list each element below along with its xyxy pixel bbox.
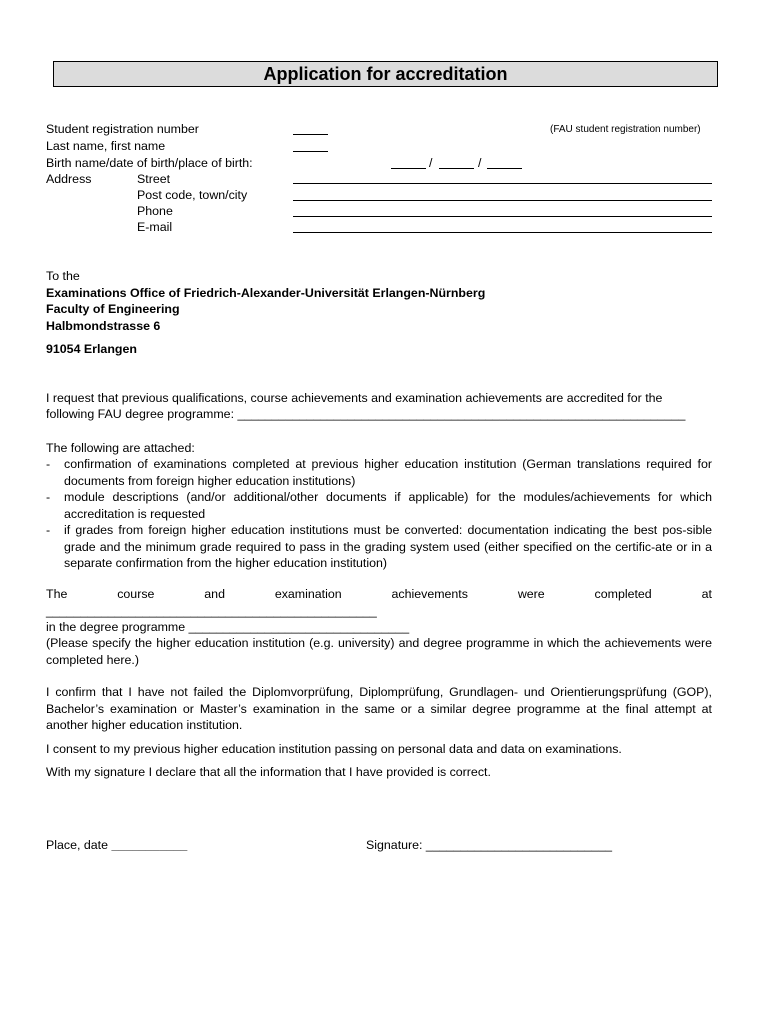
recipient-faculty: Faculty of Engineering xyxy=(46,302,180,316)
attached-heading: The following are attached: xyxy=(46,441,195,455)
page-title: Application for accreditation xyxy=(53,61,718,87)
birth-separator: / xyxy=(478,156,482,170)
street-label: Street xyxy=(137,172,171,186)
birth-place-field[interactable] xyxy=(487,168,522,169)
completed-word: The xyxy=(46,587,68,601)
birth-label: Birth name/date of birth/place of birth: xyxy=(46,156,253,170)
list-item-text: if grades from foreign higher education institutions must be converted: documentation indicating the best pos-sible grade and the minimum grade required to pass in the grading system used (either specified on the certific-ate or in a separate confirmation from the higher education institution) xyxy=(64,523,712,570)
student-reg-hint: (FAU student registration number) xyxy=(550,124,701,135)
recipient-office: Examinations Office of Friedrich-Alexander-Universität Erlangen-Nürnberg xyxy=(46,286,486,300)
signature-line[interactable]: Signature: ___________________________ xyxy=(366,838,612,852)
student-reg-label: Student registration number xyxy=(46,122,199,136)
list-item-text: module descriptions (and/or additional/other documents if applicable) for the modules/achievements for which accreditation is requested xyxy=(64,490,712,521)
street-field[interactable] xyxy=(293,183,712,184)
request-line-2[interactable]: following FAU degree programme: _________________________________________________________________ xyxy=(46,407,686,421)
birth-name-field[interactable] xyxy=(391,168,426,169)
address-label: Address xyxy=(46,172,92,186)
completed-word: and xyxy=(204,587,225,601)
recipient-to: To the xyxy=(46,269,80,283)
place-date-field[interactable]: ___________ xyxy=(111,838,188,852)
place-date-text: Place, date xyxy=(46,838,108,852)
name-label: Last name, first name xyxy=(46,139,166,153)
place-date-label xyxy=(46,837,187,853)
attached-list xyxy=(46,456,712,572)
postcode-field[interactable] xyxy=(293,200,712,201)
completed-word: completed xyxy=(594,587,652,601)
phone-field[interactable] xyxy=(293,216,712,217)
request-line-1 xyxy=(46,390,712,406)
declare-paragraph: With my signature I declare that all the information that I have provided is correct. xyxy=(46,765,491,779)
student-reg-field[interactable] xyxy=(293,134,328,135)
email-label: E-mail xyxy=(137,220,173,234)
consent-paragraph: I consent to my previous higher education institution passing on personal data and data on examinations. xyxy=(46,742,622,756)
birth-date-field[interactable] xyxy=(439,168,474,169)
completed-line xyxy=(46,586,712,602)
completed-word: achievements xyxy=(391,587,468,601)
phone-label: Phone xyxy=(137,204,173,218)
confirm-paragraph: I confirm that I have not failed the Diplomvorprüfung, Diplomprüfung, Grundlagen- und Orientierungsprüfung (GOP), Bachelor’s examination or Master’s examination in the same or a similar degree programme at the final attempt at another higher education institution. xyxy=(46,685,712,732)
list-item-text: confirmation of examinations completed at previous higher education institution (German translations required for documents from foreign higher education institutions) xyxy=(64,457,712,488)
list-dash: - xyxy=(46,523,51,537)
email-field[interactable] xyxy=(293,232,712,233)
institution-blank[interactable]: ________________________________________________ xyxy=(46,604,377,618)
name-field[interactable] xyxy=(293,151,328,152)
completed-word: course xyxy=(117,587,155,601)
completed-note: (Please specify the higher education institution (e.g. university) and degree programme in which the achievements were completed here.) xyxy=(46,636,712,667)
list-item xyxy=(46,456,712,489)
list-item xyxy=(46,522,712,572)
completed-word: were xyxy=(517,587,545,601)
birth-separator: / xyxy=(429,156,433,170)
list-item xyxy=(46,489,712,522)
request-text: I request that previous qualifications, course achievements and examination achievements are accredited for the xyxy=(46,391,663,405)
postcode-label: Post code, town/city xyxy=(137,188,248,202)
completed-word: at xyxy=(701,587,712,601)
list-dash: - xyxy=(46,490,51,504)
recipient-city: 91054 Erlangen xyxy=(46,342,137,356)
degree-programme-line[interactable]: in the degree programme ________________________________ xyxy=(46,620,410,634)
list-dash: - xyxy=(46,457,51,471)
recipient-street: Halbmondstrasse 6 xyxy=(46,319,161,333)
completed-word: examination xyxy=(274,587,342,601)
